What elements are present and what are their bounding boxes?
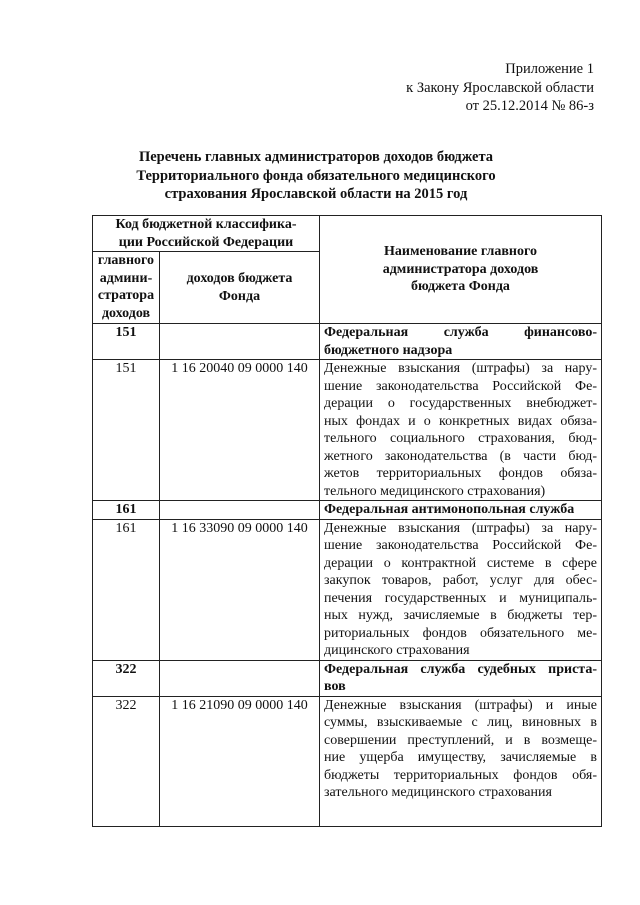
name-line: Денежные взыскания (штрафы) за нару- xyxy=(324,361,597,376)
kbk-cell: 1 16 33090 09 0000 140 xyxy=(160,519,320,660)
name-line: шение законодательства Российской Фе- xyxy=(324,378,597,394)
table-row xyxy=(93,696,602,827)
header-text: Код бюджетной классифика- xyxy=(115,217,297,232)
name-line: дерации о государственных внебюджет- xyxy=(324,396,597,411)
table-row xyxy=(93,360,602,501)
header-text: бюджета Фонда xyxy=(411,279,510,295)
revenue-column-header xyxy=(160,252,320,324)
name-line: суммы, взыскиваемые с лиц, виновных в xyxy=(324,715,597,730)
name-line: дерации о контрактной системе в сфере xyxy=(324,555,597,571)
name-line: зательного медицинского страхования xyxy=(324,785,552,800)
header-text: главного xyxy=(97,253,155,268)
name-line: жетов территориальных фондов обяза- xyxy=(324,466,597,481)
admin-code-cell: 322 xyxy=(93,660,160,696)
agency-name-cell xyxy=(320,501,602,520)
name-line: Федеральная служба финансово- xyxy=(324,325,597,340)
name-line: жетного законодательства (в части бюд- xyxy=(324,448,597,464)
header-text: доходов бюджета xyxy=(186,271,293,286)
name-line: Федеральная антимонопольная служба xyxy=(324,502,575,517)
header-text: Наименование главного xyxy=(384,244,537,260)
name-line: бюджеты территориальных фондов обя- xyxy=(324,767,597,783)
name-line: ных нужд, зачисляемые в бюджеты тер- xyxy=(324,608,597,623)
name-line: закупок товаров, работ, услуг для обес- xyxy=(324,573,597,588)
agency-name-cell xyxy=(320,324,602,360)
name-line: бюджетного надзора xyxy=(324,342,453,358)
table-row xyxy=(93,324,602,360)
table-row xyxy=(93,660,602,696)
admin-column-header xyxy=(93,252,160,324)
kbk-cell: 1 16 20040 09 0000 140 xyxy=(160,360,320,501)
name-line: Денежные взыскания (штрафы) за нару- xyxy=(324,520,597,536)
name-line: шение законодательства Российской Фе- xyxy=(324,538,597,553)
name-column-header xyxy=(320,216,602,324)
table-header-row xyxy=(93,216,602,252)
appendix-line: от 25.12.2014 № 86-з xyxy=(465,98,594,114)
header-text: Фонда xyxy=(218,288,261,304)
title-line: Территориального фонда обязательного медицинского xyxy=(136,167,496,184)
kbk-cell xyxy=(160,324,320,360)
revenue-name-cell xyxy=(320,519,602,660)
admin-code-cell: 161 xyxy=(93,501,160,520)
revenue-name-cell xyxy=(320,360,602,501)
header-text: стратора xyxy=(97,288,155,303)
appendix-block xyxy=(334,60,594,116)
name-line: тельного медицинского страхования) xyxy=(324,483,546,499)
admin-code-cell: 151 xyxy=(93,324,160,360)
agency-name-cell xyxy=(320,660,602,696)
header-text: ции Российской Федерации xyxy=(118,234,294,250)
name-line: печения государственных и муниципаль- xyxy=(324,590,597,606)
revenue-name-cell xyxy=(320,696,602,827)
header-text: администратора доходов xyxy=(382,261,539,277)
appendix-line: к Закону Ярославской области xyxy=(406,79,594,96)
name-line: ние ущерба имуществу, зачисляемые в xyxy=(324,750,597,765)
admin-code-cell: 151 xyxy=(93,360,160,501)
name-line: вов xyxy=(324,679,346,694)
kbk-cell: 1 16 21090 09 0000 140 xyxy=(160,696,320,827)
title-line: страхования Ярославской области на 2015 год xyxy=(164,186,468,202)
classification-header xyxy=(93,216,320,252)
kbk-cell xyxy=(160,660,320,696)
header-text: доходов xyxy=(101,305,151,321)
table-row xyxy=(93,501,602,520)
name-line: Денежные взыскания (штрафы) и иные xyxy=(324,697,597,713)
title-line: Перечень главных администраторов доходов бюджета xyxy=(138,149,494,165)
name-line: ных фондах и о конкретных видах обяза- xyxy=(324,413,597,429)
name-line: тельного социального страхования, бюд- xyxy=(324,431,597,446)
name-line: совершении преступлений, и в возмеще- xyxy=(324,732,597,748)
kbk-cell xyxy=(160,501,320,520)
appendix-line: Приложение 1 xyxy=(505,61,594,77)
document-title xyxy=(92,148,540,204)
table-row xyxy=(93,519,602,660)
admin-code-cell: 322 xyxy=(93,696,160,827)
header-text: админи- xyxy=(99,270,153,286)
administrators-table xyxy=(92,215,602,827)
admin-code-cell: 161 xyxy=(93,519,160,660)
name-line: Федеральная служба судебных приста- xyxy=(324,661,597,677)
name-line: риториальных фондов обязательного ме- xyxy=(324,625,597,641)
name-line: дицинского страхования xyxy=(324,643,470,658)
